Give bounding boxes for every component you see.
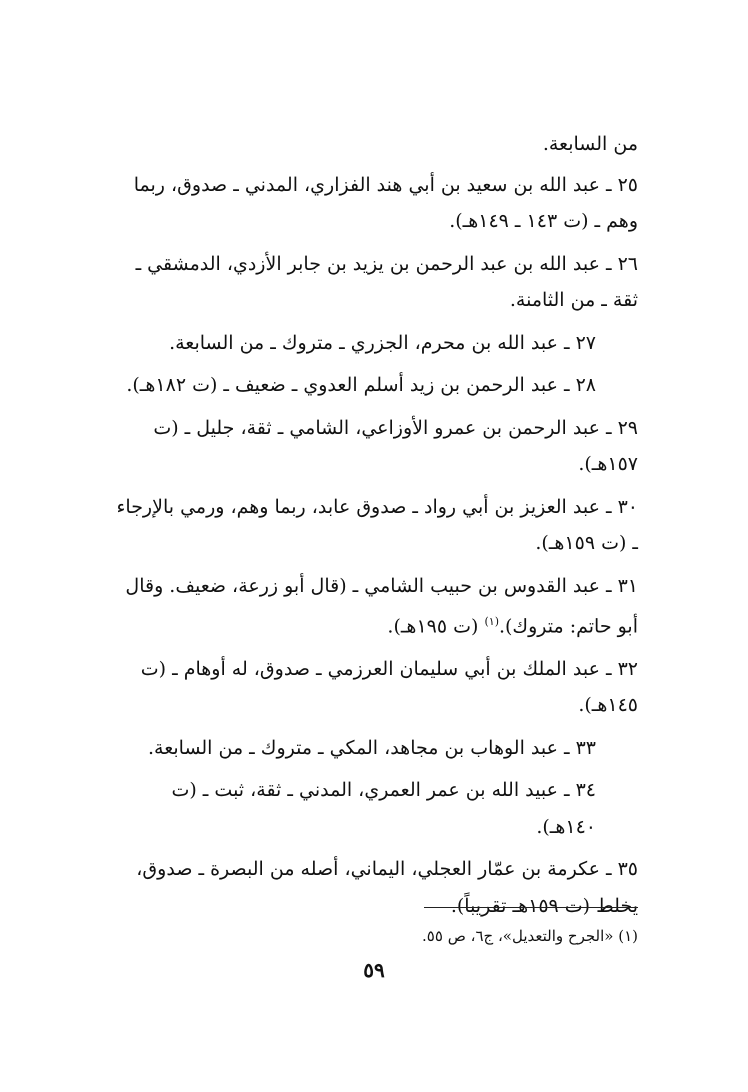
entry-27: ٢٧ ـ عبد الله بن محرم، الجزري ـ متروك ـ من السابعة. (169, 331, 596, 354)
entry-32: ٣٢ ـ عبد الملك بن أبي سليمان العرزمي ـ صدوق، له أوهام ـ (ت ١٤٥هـ). (140, 657, 638, 717)
entry-28: ٢٨ ـ عبد الرحمن بن زيد أسلم العدوي ـ ضعيف ـ (ت ١٨٢هـ). (126, 374, 596, 396)
entry-31-text: ٣١ ـ عبد القدوس بن حبيب الشامي ـ (قال أبو زرعة، ضعيف. وقال أبو حاتم: متروك). (125, 574, 638, 638)
entry-31-tail: (ت ١٩٥هـ). (387, 615, 485, 638)
entry-29: ٢٩ ـ عبد الرحمن بن عمرو الأوزاعي، الشامي ـ ثقة، جليل ـ (ت ١٥٧هـ). (153, 416, 638, 475)
entry-33: ٣٣ ـ عبد الوهاب بن مجاهد، المكي ـ متروك ـ من السابعة. (147, 736, 596, 759)
entry-25: ٢٥ ـ عبد الله بن سعيد بن أبي هند الفزاري، المدني ـ صدوق، ربما وهم ـ (ت ١٤٣ ـ ١٤٩هـ). (133, 173, 638, 232)
continuation-line: من السابعة. (542, 133, 638, 155)
footnote-marker[interactable]: (١) (484, 615, 499, 628)
entry-34: ٣٤ ـ عبيد الله بن عمر العمري، المدني ـ ثقة، ثبت ـ (ت ١٤٠هـ). (171, 779, 596, 838)
entry-35: ٣٥ ـ عكرمة بن عمّار العجلي، اليماني، أصله من البصرة ـ صدوق، يخلط (ت ١٥٩هـ تقريباً). (136, 858, 638, 917)
footnote-divider (424, 907, 638, 908)
body-text (108, 126, 638, 930)
entry-31 (108, 568, 638, 645)
entry-26: ٢٦ ـ عبد الله بن عبد الرحمن بن يزيد بن جابر الأزدي، الدمشقي ـ ثقة ـ من الثامنة. (135, 252, 638, 311)
page-number: ٥٩ (363, 958, 385, 982)
entry-30: ٣٠ ـ عبد العزيز بن أبي رواد ـ صدوق عابد، ربما وهم، ورمي بالإرجاء ـ (ت ١٥٩هـ). (116, 495, 638, 554)
footnote-text: (١) «الجرح والتعديل»، ج٦، ص ٥٥. (422, 927, 638, 945)
